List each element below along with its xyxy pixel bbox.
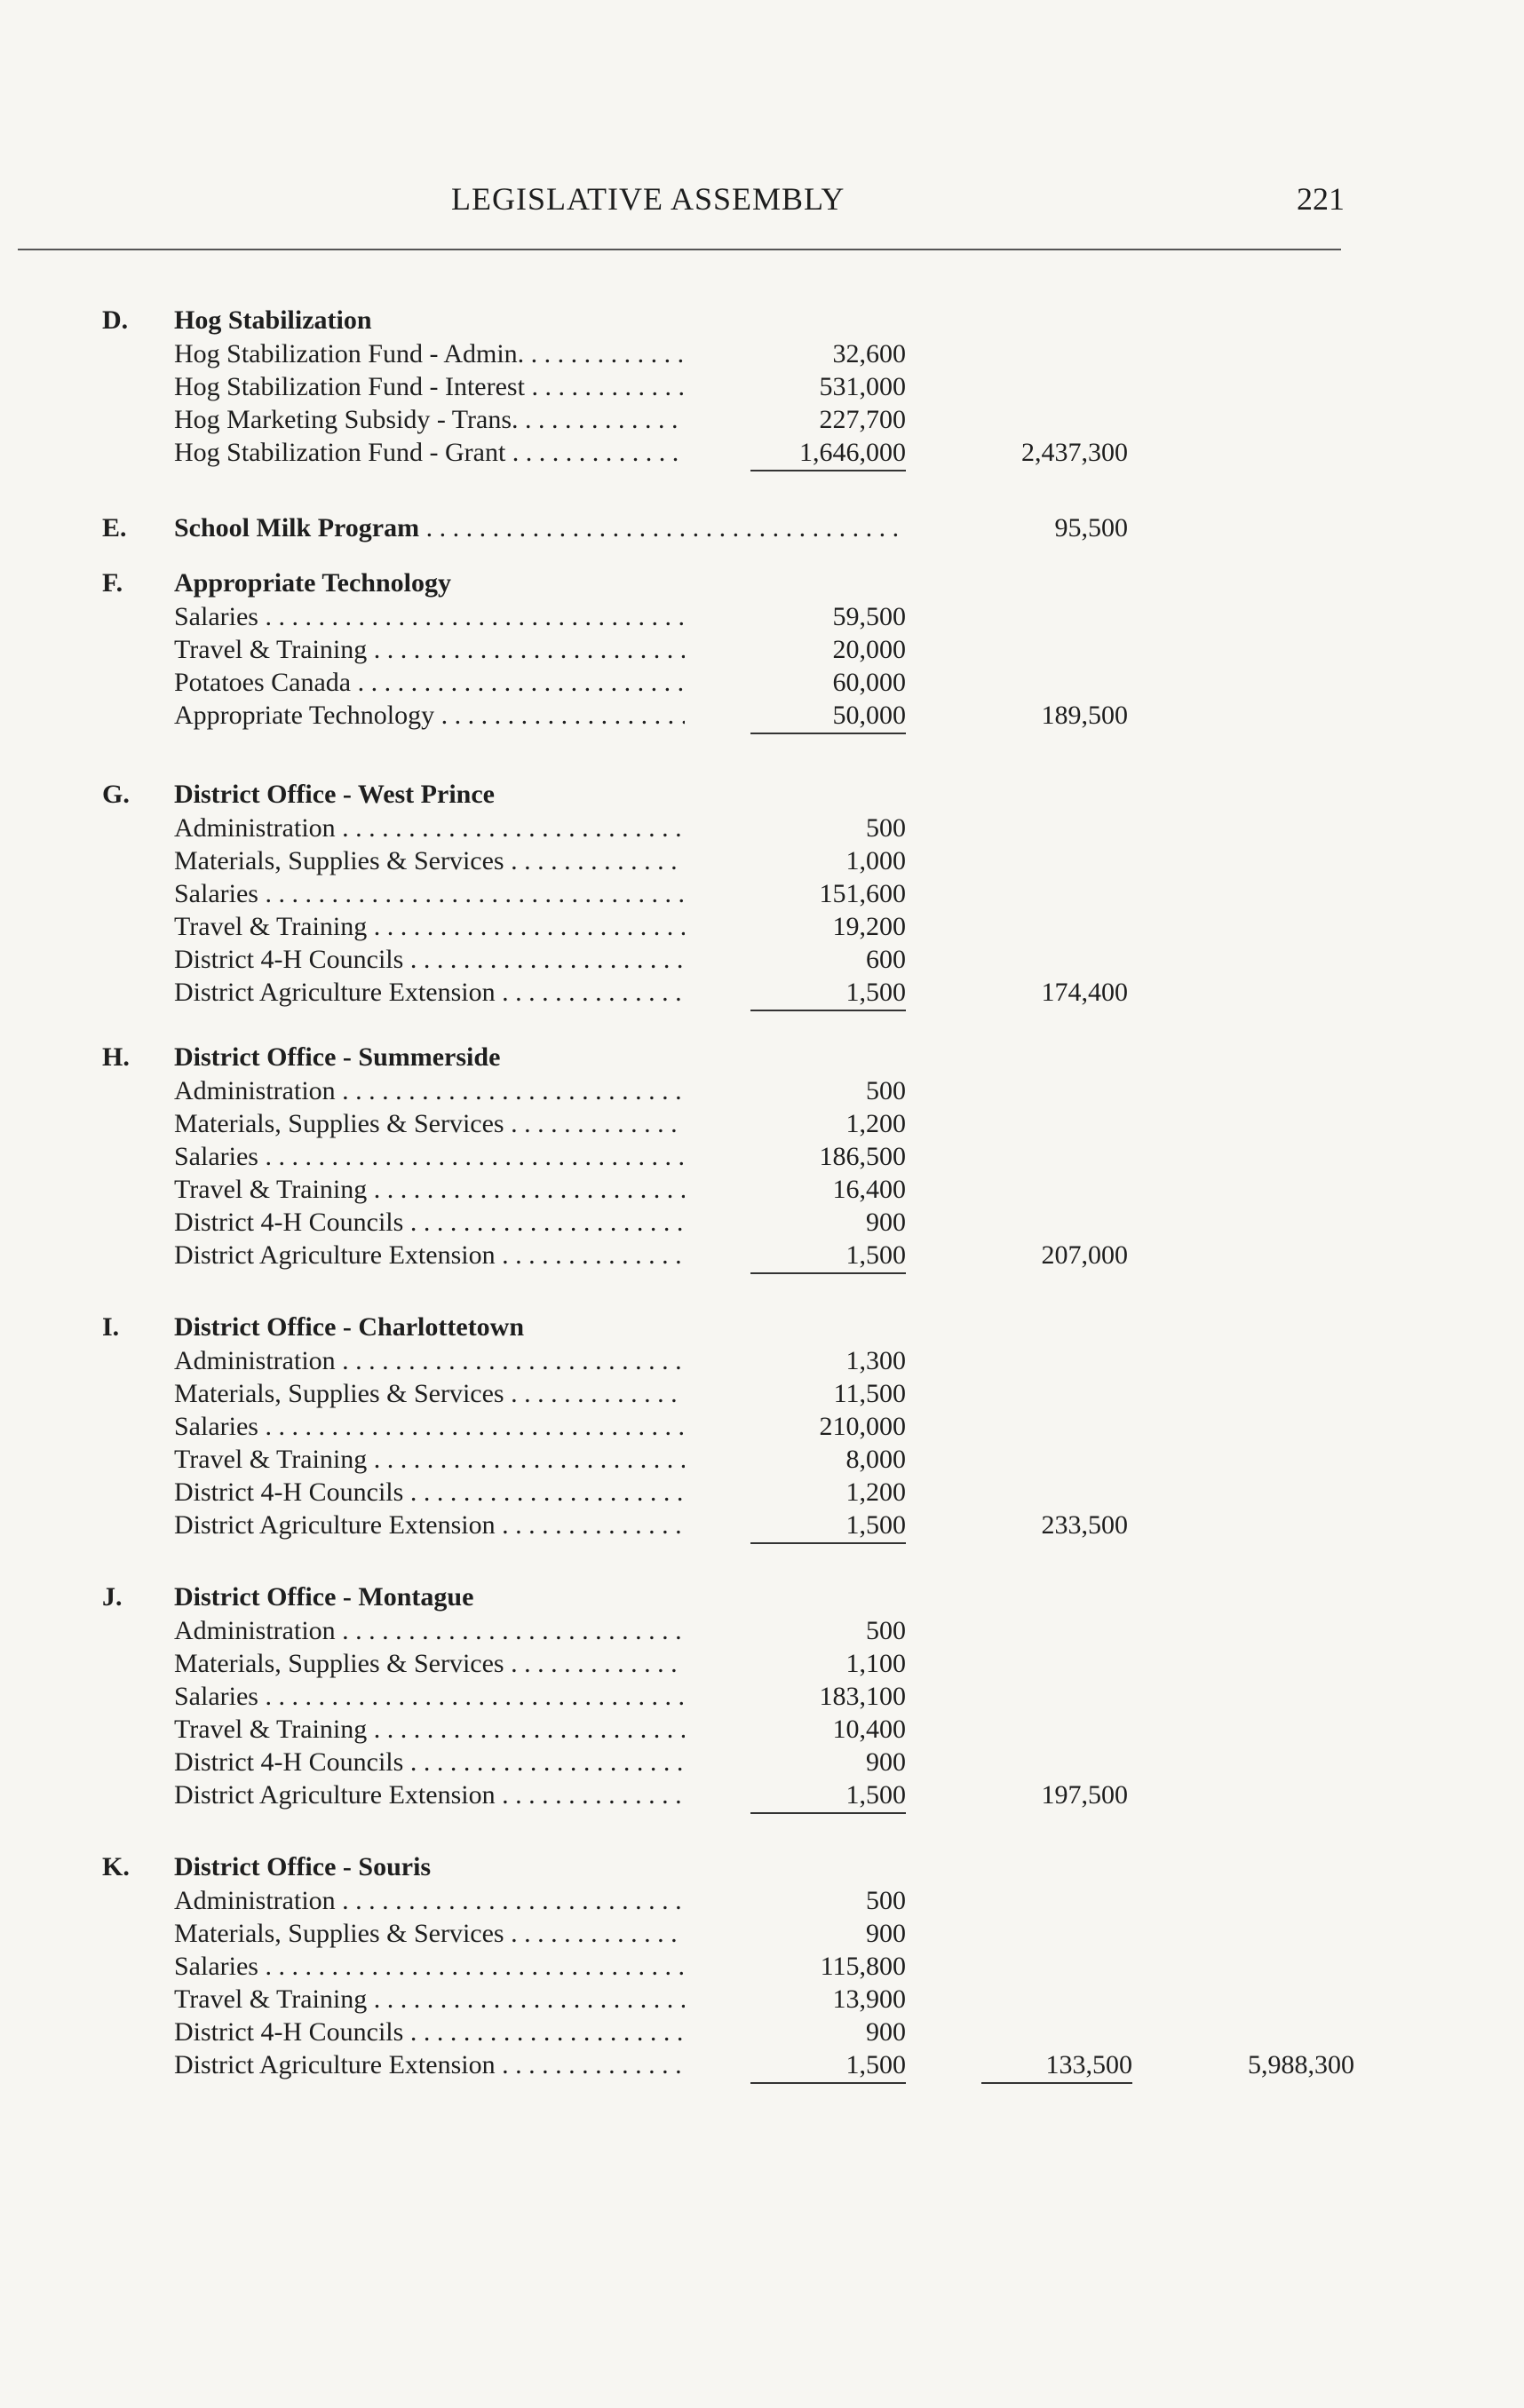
- line-item: [0, 438, 1524, 471]
- line-item: [0, 1510, 1524, 1543]
- line-item-amount: 900: [866, 1919, 906, 1948]
- grand-total: 5,988,300: [1248, 2050, 1354, 2079]
- line-item-label: Hog Stabilization Fund - Grant . . .: [174, 438, 685, 468]
- line-item: [0, 1886, 1524, 1919]
- line-item-label: District Agriculture Extension . . .: [174, 978, 685, 1008]
- line-item-amount: 600: [866, 945, 906, 974]
- section-title: District Office - Summerside: [174, 1042, 501, 1072]
- line-items: [0, 1616, 1524, 1813]
- line-item: [0, 1780, 1524, 1813]
- line-item-amount: 500: [866, 813, 906, 843]
- section-subtotal: 207,000: [1041, 1240, 1128, 1270]
- line-item-label: Hog Stabilization Fund - Admin. . . .: [174, 339, 685, 369]
- line-item: [0, 635, 1524, 668]
- line-item-amount: 227,700: [819, 405, 906, 434]
- line-item-label: Appropriate Technology . . .: [174, 701, 685, 731]
- line-item-label: Salaries . . .: [174, 602, 685, 632]
- line-item: [0, 1208, 1524, 1240]
- section-subtotal: 2,437,300: [1021, 438, 1128, 467]
- line-item: [0, 813, 1524, 846]
- line-item: [0, 1616, 1524, 1649]
- line-item-label: Materials, Supplies & Services . . .: [174, 1919, 685, 1949]
- line-item-label: Travel & Training . . .: [174, 1715, 685, 1745]
- line-item-amount: 13,900: [832, 1984, 906, 2014]
- running-head: [18, 180, 1345, 225]
- running-title: LEGISLATIVE ASSEMBLY: [451, 181, 845, 217]
- line-item-label: District 4-H Councils . . .: [174, 945, 685, 975]
- section-letter: F.: [102, 568, 123, 598]
- section-title: District Office - Charlottetown: [174, 1312, 525, 1342]
- section-letter: J.: [102, 1582, 123, 1612]
- line-item: [0, 1379, 1524, 1412]
- line-item-label: Administration . . .: [174, 813, 685, 844]
- line-item-amount: 10,400: [832, 1715, 906, 1744]
- line-item-label: Salaries . . .: [174, 1142, 685, 1172]
- line-item-amount: 1,500: [750, 1240, 906, 1274]
- line-item: [0, 1747, 1524, 1780]
- line-item-label: Salaries . . .: [174, 1412, 685, 1442]
- section-letter: I.: [102, 1312, 120, 1342]
- line-item-label: Salaries . . .: [174, 879, 685, 909]
- line-item-amount: 19,200: [832, 912, 906, 941]
- line-item-label: Salaries . . .: [174, 1682, 685, 1712]
- line-item: [0, 1175, 1524, 1208]
- line-item: [0, 1952, 1524, 1984]
- line-items: [0, 602, 1524, 733]
- section-subtotal: 233,500: [1041, 1510, 1128, 1540]
- line-item: [0, 2017, 1524, 2050]
- section-subtotal: 197,500: [1041, 1780, 1128, 1810]
- line-item: [0, 1477, 1524, 1510]
- line-item-amount: 32,600: [832, 339, 906, 368]
- line-item-amount: 900: [866, 1747, 906, 1777]
- line-item: [0, 978, 1524, 1010]
- line-item-amount: 59,500: [832, 602, 906, 631]
- section-letter: G.: [102, 780, 130, 809]
- section-title: Hog Stabilization: [174, 305, 372, 335]
- line-item-amount: 900: [866, 2017, 906, 2047]
- line-item-label: Administration . . .: [174, 1886, 685, 1916]
- section-subtotal: 95,500: [1054, 513, 1128, 543]
- line-item-amount: 1,646,000: [750, 438, 906, 471]
- line-item-label: Materials, Supplies & Services . . .: [174, 1649, 685, 1679]
- line-item-amount: 1,000: [845, 846, 906, 875]
- section-letter: E.: [102, 513, 127, 543]
- line-item-label: Salaries . . .: [174, 1952, 685, 1982]
- line-item-amount: 20,000: [832, 635, 906, 664]
- line-item-amount: 1,300: [845, 1346, 906, 1375]
- line-item-amount: 500: [866, 1886, 906, 1915]
- line-item: [0, 879, 1524, 912]
- section-title: School Milk Program . . .: [174, 513, 902, 543]
- line-item: [0, 602, 1524, 635]
- line-item-label: Hog Marketing Subsidy - Trans. . . .: [174, 405, 685, 435]
- line-item: [0, 405, 1524, 438]
- line-item-amount: 500: [866, 1076, 906, 1105]
- line-item-amount: 1,200: [845, 1477, 906, 1507]
- line-item: [0, 1240, 1524, 1273]
- line-item-amount: 50,000: [750, 701, 906, 734]
- line-item-label: District Agriculture Extension . . .: [174, 1240, 685, 1271]
- line-item: [0, 1984, 1524, 2017]
- line-item-label: District 4-H Councils . . .: [174, 1208, 685, 1238]
- line-item-label: Potatoes Canada . . .: [174, 668, 685, 698]
- line-item: [0, 912, 1524, 945]
- line-item: [0, 372, 1524, 405]
- section-subtotal: 189,500: [1041, 701, 1128, 730]
- line-item: [0, 1076, 1524, 1109]
- section-letter: D.: [102, 305, 129, 335]
- line-item-amount: 531,000: [819, 372, 906, 401]
- line-item-label: Administration . . .: [174, 1616, 685, 1646]
- line-item-amount: 900: [866, 1208, 906, 1237]
- line-item: [0, 1682, 1524, 1715]
- line-item-amount: 16,400: [832, 1175, 906, 1204]
- line-item-label: Travel & Training . . .: [174, 912, 685, 942]
- line-item: [0, 1412, 1524, 1445]
- section-subtotal: 174,400: [1041, 978, 1128, 1007]
- line-item: [0, 701, 1524, 733]
- line-item-label: Materials, Supplies & Services . . .: [174, 846, 685, 876]
- line-item-label: District 4-H Councils . . .: [174, 2017, 685, 2048]
- line-items: [0, 1346, 1524, 1543]
- section-letter: K.: [102, 1852, 130, 1881]
- line-item-amount: 1,500: [750, 1510, 906, 1544]
- line-item-label: Hog Stabilization Fund - Interest . . .: [174, 372, 685, 402]
- line-item-amount: 115,800: [820, 1952, 906, 1981]
- line-item-label: District Agriculture Extension . . .: [174, 1510, 685, 1541]
- line-item-label: Travel & Training . . .: [174, 1445, 685, 1475]
- line-item: [0, 1109, 1524, 1142]
- line-item: [0, 1649, 1524, 1682]
- line-item-amount: 1,100: [845, 1649, 906, 1678]
- line-item: [0, 945, 1524, 978]
- line-item-amount: 1,200: [845, 1109, 906, 1138]
- line-item-amount: 8,000: [845, 1445, 906, 1474]
- line-item: [0, 668, 1524, 701]
- section-title: District Office - Montague: [174, 1582, 474, 1612]
- line-item-label: Administration . . .: [174, 1076, 685, 1106]
- line-item-label: District 4-H Councils . . .: [174, 1747, 685, 1778]
- line-item: [0, 1715, 1524, 1747]
- line-item: [0, 1445, 1524, 1477]
- line-item: [0, 339, 1524, 372]
- line-item-amount: 210,000: [819, 1412, 906, 1441]
- page-number: 221: [1297, 181, 1345, 217]
- header-rule: [18, 249, 1341, 250]
- line-item-amount: 186,500: [819, 1142, 906, 1171]
- line-item-label: District Agriculture Extension . . .: [174, 1780, 685, 1810]
- line-item-label: Materials, Supplies & Services . . .: [174, 1109, 685, 1139]
- line-item: [0, 846, 1524, 879]
- line-item-label: Travel & Training . . .: [174, 635, 685, 665]
- line-item-label: Administration . . .: [174, 1346, 685, 1376]
- line-item: [0, 1919, 1524, 1952]
- line-items: [0, 339, 1524, 471]
- line-item: [0, 1346, 1524, 1379]
- line-item-amount: 183,100: [819, 1682, 906, 1711]
- section-title: District Office - Souris: [174, 1852, 432, 1881]
- section-letter: H.: [102, 1042, 130, 1072]
- line-items: [0, 1076, 1524, 1273]
- line-item-amount: 60,000: [832, 668, 906, 697]
- line-item-amount: 151,600: [819, 879, 906, 908]
- line-item-label: Materials, Supplies & Services . . .: [174, 1379, 685, 1409]
- line-item-amount: 1,500: [750, 2050, 906, 2084]
- line-item-label: District 4-H Councils . . .: [174, 1477, 685, 1508]
- line-item-amount: 1,500: [750, 1780, 906, 1814]
- line-item-label: District Agriculture Extension . . .: [174, 2050, 685, 2080]
- section-title: Appropriate Technology: [174, 568, 451, 598]
- line-item-amount: 11,500: [833, 1379, 906, 1408]
- section-title: District Office - West Prince: [174, 780, 495, 809]
- line-item-amount: 1,500: [750, 978, 906, 1011]
- section-subtotal: 133,500: [981, 2050, 1132, 2084]
- line-item-amount: 500: [866, 1616, 906, 1645]
- line-items: [0, 813, 1524, 1010]
- line-item-label: Travel & Training . . .: [174, 1984, 685, 2015]
- line-item-label: Travel & Training . . .: [174, 1175, 685, 1205]
- line-item: [0, 1142, 1524, 1175]
